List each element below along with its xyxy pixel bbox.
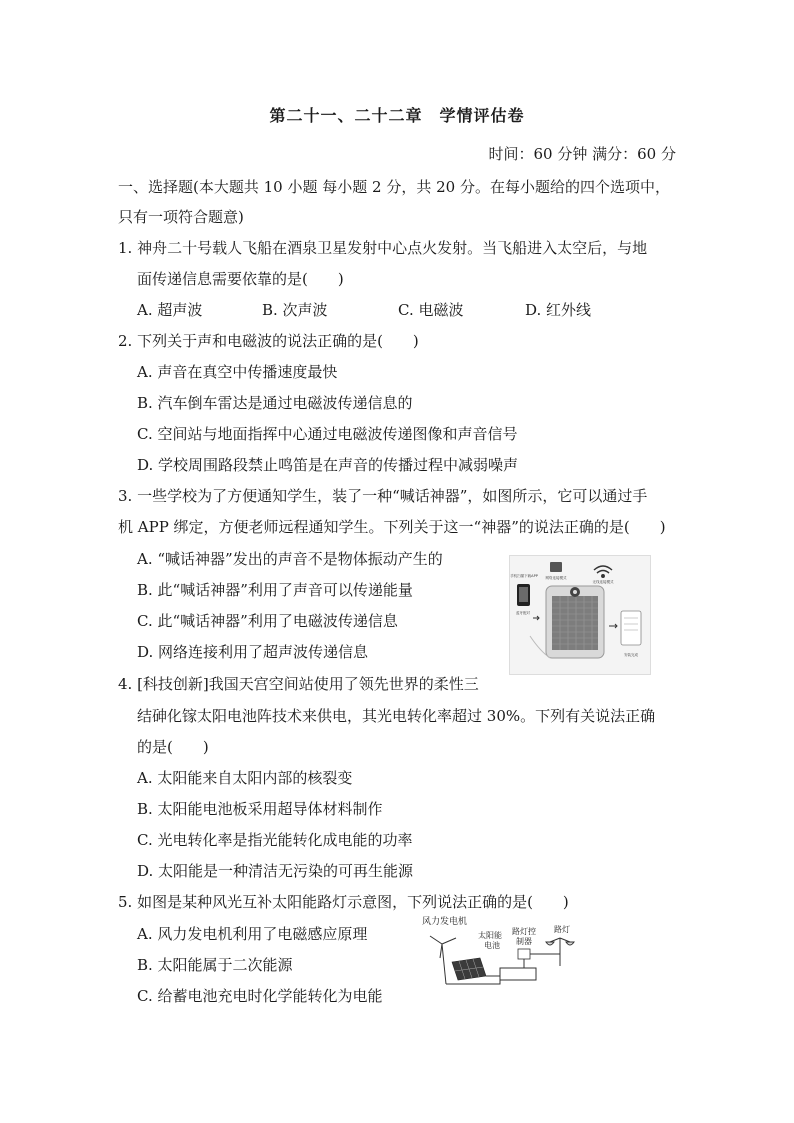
fig-label-solar-cell: 电池 [484,941,500,950]
fig-label-solar: 太阳能 [478,931,502,940]
q4-stem: 4. [科技创新]我国天宫空间站使用了领先世界的柔性三 [118,675,479,693]
fig-label-controller: 路灯控 [512,927,536,936]
q2-option-c: C. 空间站与地面指挥中心通过电磁波传递图像和声音信号 [137,425,518,443]
q3-figure [509,555,651,675]
q3-option-d: D. 网络连接利用了超声波传递信息 [137,643,369,661]
router-icon [550,562,562,572]
q4-stem-cont2: 的是( ) [137,738,209,756]
fig-label-controller-cont: 制器 [516,937,532,946]
q4-option-a: A. 太阳能来自太阳内部的核裂变 [137,769,353,787]
fig-label-scan: 手机扫描下载APP [510,574,538,578]
q3-option-a: A. “喊话神器”发出的声音不是物体振动产生的 [137,550,443,568]
exam-meta: 时间：60 分钟 满分：60 分 [488,145,676,163]
q2-option-a: A. 声音在真空中传播速度最快 [137,363,338,381]
q1-option-b: B. 次声波 [262,301,328,319]
controller-icon [518,949,530,959]
q3-stem-cont: 机 APP 绑定，方便老师远程通知学生。下列关于这一“神器”的说法正确的是( ) [118,518,666,536]
q5-option-c: C. 给蓄电池充电时化学能转化为电能 [137,987,383,1005]
battery-icon [500,968,536,980]
q2-option-d: D. 学校周围路段禁止鸣笛是在声音的传播过程中减弱噪声 [137,456,519,474]
speaker-device-illustration [510,556,650,674]
q5-option-a: A. 风力发电机利用了电磁感应原理 [137,925,368,943]
q4-stem-cont: 结砷化镓太阳电池阵技术来供电，其光电转化率超过 30%。下列有关说法正确 [137,707,656,725]
fig-label-bluetooth: 蓝牙配对 [516,611,530,615]
q3-option-c: C. 此“喊话神器”利用了电磁波传递信息 [137,612,398,630]
q3-option-b: B. 此“喊话神器”利用了声音可以传递能量 [137,581,413,599]
q1-option-c: C. 电磁波 [398,301,464,319]
q1-option-a: A. 超声波 [137,301,203,319]
fig-label-network: 网络连接模式 [545,576,567,580]
q4-option-d: D. 太阳能是一种清洁无污染的可再生能源 [137,862,414,880]
street-lamp-icon [546,938,574,966]
q4-option-c: C. 光电转化率是指光能转化成电能的功率 [137,831,413,849]
q2-stem: 2. 下列关于声和电磁波的说法正确的是( ) [118,332,419,350]
page-title: 第二十一、二十二章 学情评估卷 [269,106,525,125]
q5-figure [420,914,590,994]
fig-label-wind-generator: 风力发电机 [422,917,468,927]
q1-option-d: D. 红外线 [525,301,592,319]
wind-turbine-icon [430,936,456,984]
phone-app-screen [621,611,641,645]
fig-label-wireless: 无线连接模式 [592,580,614,584]
q3-stem: 3. 一些学校为了方便通知学生，装了一种“喊话神器”，如图所示，它可以通过手 [118,487,648,505]
q2-option-b: B. 汽车倒车雷达是通过电磁波传递信息的 [137,394,413,412]
q5-stem: 5. 如图是某种风光互补太阳能路灯示意图，下列说法正确的是( ) [118,893,569,911]
q1-stem-cont: 面传递信息需要依靠的是( ) [137,270,344,288]
section-heading-cont: 只有一项符合题意) [118,208,244,226]
solar-panel-icon [452,958,486,980]
q4-option-b: B. 太阳能电池板采用超导体材料制作 [137,800,383,818]
q5-option-b: B. 太阳能属于二次能源 [137,956,293,974]
speaker-grille [552,596,598,650]
fig-label-installed: 安装完成 [624,653,638,657]
q1-stem: 1. 神舟二十号载人飞船在酒泉卫星发射中心点火发射。当飞船进入太空后，与地 [118,239,648,257]
section-heading: 一、选择题(本大题共 10 小题 每小题 2 分，共 20 分。在每小题给的四个选项中， [118,178,670,196]
fig-label-street-lamp: 路灯 [554,925,570,934]
